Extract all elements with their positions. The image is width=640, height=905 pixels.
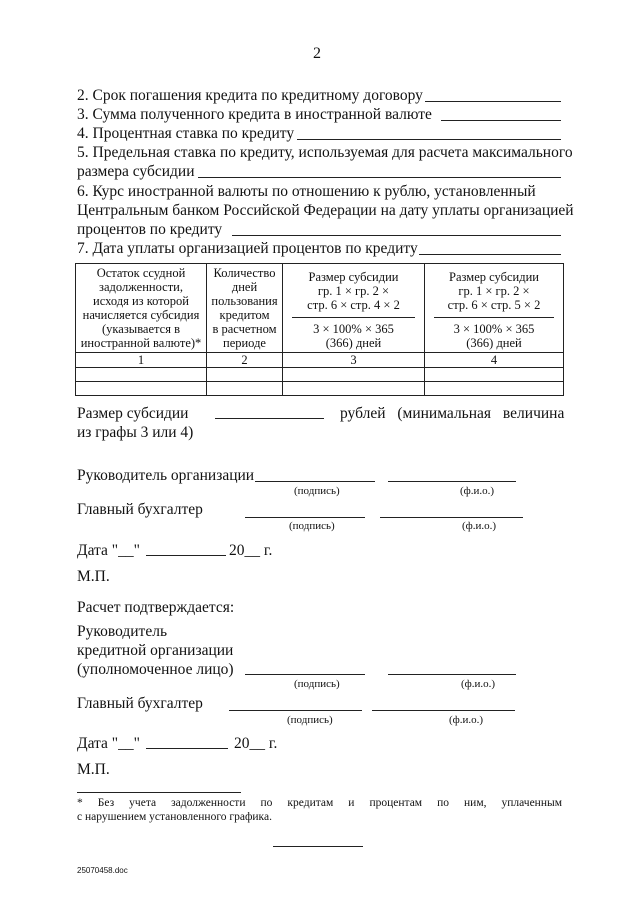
header-col1: Остаток ссудной задолженности, исходя из которой начисляется субсидия (указывается в иностранной валюте)* <box>76 264 207 353</box>
footnote-line2: с нарушением установленного графика. <box>77 811 272 823</box>
credit-org-head-signature-line <box>245 674 365 675</box>
table-cell[interactable] <box>76 368 207 382</box>
head-of-organization-label: Руководитель организации <box>77 467 255 484</box>
date-label: Дата "__" <box>77 542 140 559</box>
header-col2: Количество дней пользования кредитом в расчетном периоде <box>207 264 283 353</box>
date-year: 20__ г. <box>229 542 273 559</box>
end-of-document-line <box>273 846 363 847</box>
table-cell[interactable] <box>283 382 425 396</box>
item-5-fill-line <box>198 177 561 178</box>
chief-accountant-signature-caption: (подпись) <box>289 520 335 532</box>
chief-accountant-label: Главный бухгалтер <box>77 501 203 518</box>
credit-org-head-name-line <box>388 674 516 675</box>
confirmation-date-year: 20__ г. <box>234 735 278 752</box>
footnote-separator <box>77 792 241 793</box>
footnote-line1: * Без учета задолженности по кредитам и процентам по ним, уплаченным <box>77 797 562 809</box>
chief-accountant-signature-line <box>245 517 365 518</box>
column-number-1: 1 <box>76 353 207 368</box>
item-6-label-line1: 6. Курс иностранной валюты по отношению к рублю, установленный <box>77 183 536 200</box>
credit-org-head-signature-caption: (подпись) <box>294 678 340 690</box>
formula-fraction-bar: 3 × 100% × 365 (366) дней <box>434 317 554 350</box>
subsidy-amount-fill-line <box>215 418 324 419</box>
column-number-4: 4 <box>425 353 564 368</box>
head-signature-line <box>255 481 375 482</box>
head-name-line <box>388 481 516 482</box>
item-7-label: 7. Дата уплаты организацией процентов по кредиту <box>77 240 418 257</box>
item-2-fill-line <box>425 101 561 102</box>
chief-accountant-name-caption: (ф.и.о.) <box>462 520 497 532</box>
subsidy-amount-label: Размер субсидии <box>77 405 189 422</box>
item-2-label: 2. Срок погашения кредита по кредитному договору <box>77 87 423 104</box>
column-number-3: 3 <box>283 353 425 368</box>
credit-org-head-label-line2: кредитной организации <box>77 642 234 659</box>
subsidy-amount-suffix: рублей (минимальная величина <box>340 405 565 422</box>
stamp-label: М.П. <box>77 568 110 585</box>
credit-org-chief-accountant-name-caption: (ф.и.о.) <box>449 714 484 726</box>
confirmation-heading: Расчет подтверждается: <box>77 599 235 616</box>
confirmation-stamp-label: М.П. <box>77 761 110 778</box>
item-4-fill-line <box>297 139 561 140</box>
table-header-row <box>76 264 564 353</box>
item-3-label: 3. Сумма полученного кредита в иностранной валюте <box>77 106 432 123</box>
credit-org-chief-accountant-name-line <box>372 710 515 711</box>
header-col4-formula: Размер субсидии гр. 1 × гр. 2 × стр. 6 × стр. 5 × 2 3 × 100% × 365 (366) дней <box>425 264 564 353</box>
table-row <box>76 368 564 382</box>
item-6-fill-line <box>232 235 561 236</box>
credit-org-head-label-line3: (уполномоченное лицо) <box>77 661 234 678</box>
item-5-label-line1: 5. Предельная ставка по кредиту, используемая для расчета максимального <box>77 144 573 161</box>
table-row <box>76 382 564 396</box>
item-7-fill-line <box>419 254 561 255</box>
table-column-numbers-row <box>76 353 564 368</box>
credit-org-chief-accountant-signature-caption: (подпись) <box>287 714 333 726</box>
confirmation-date-label: Дата "__" <box>77 735 140 752</box>
item-4-label: 4. Процентная ставка по кредиту <box>77 125 295 142</box>
subsidy-amount-note: из графы 3 или 4) <box>77 424 194 441</box>
table-cell[interactable] <box>207 368 283 382</box>
page-number: 2 <box>313 45 321 62</box>
formula-fraction-bar: 3 × 100% × 365 (366) дней <box>292 317 415 350</box>
item-6-label-line3: процентов по кредиту <box>77 221 223 238</box>
table-cell[interactable] <box>283 368 425 382</box>
credit-org-head-name-caption: (ф.и.о.) <box>461 678 496 690</box>
document-file-id: 25070458.doc <box>77 866 128 875</box>
confirmation-date-fill-line <box>146 748 228 749</box>
credit-org-head-label-line1: Руководитель <box>77 623 168 640</box>
item-6-label-line2: Центральным банком Российской Федерации на дату уплаты организацией <box>77 202 574 219</box>
table-cell[interactable] <box>76 382 207 396</box>
table-cell[interactable] <box>425 382 564 396</box>
date-fill-line <box>146 555 226 556</box>
head-name-caption: (ф.и.о.) <box>460 485 495 497</box>
table-cell[interactable] <box>207 382 283 396</box>
column-number-2: 2 <box>207 353 283 368</box>
credit-org-chief-accountant-signature-line <box>229 710 362 711</box>
chief-accountant-name-line <box>380 517 523 518</box>
header-col3-formula: Размер субсидии гр. 1 × гр. 2 × стр. 6 × стр. 4 × 2 3 × 100% × 365 (366) дней <box>283 264 425 353</box>
credit-org-chief-accountant-label: Главный бухгалтер <box>77 695 203 712</box>
head-signature-caption: (подпись) <box>294 485 340 497</box>
subsidy-calculation-table <box>75 263 564 396</box>
table-cell[interactable] <box>425 368 564 382</box>
item-5-label-line2: размера субсидии <box>77 163 195 180</box>
item-3-fill-line <box>441 120 561 121</box>
